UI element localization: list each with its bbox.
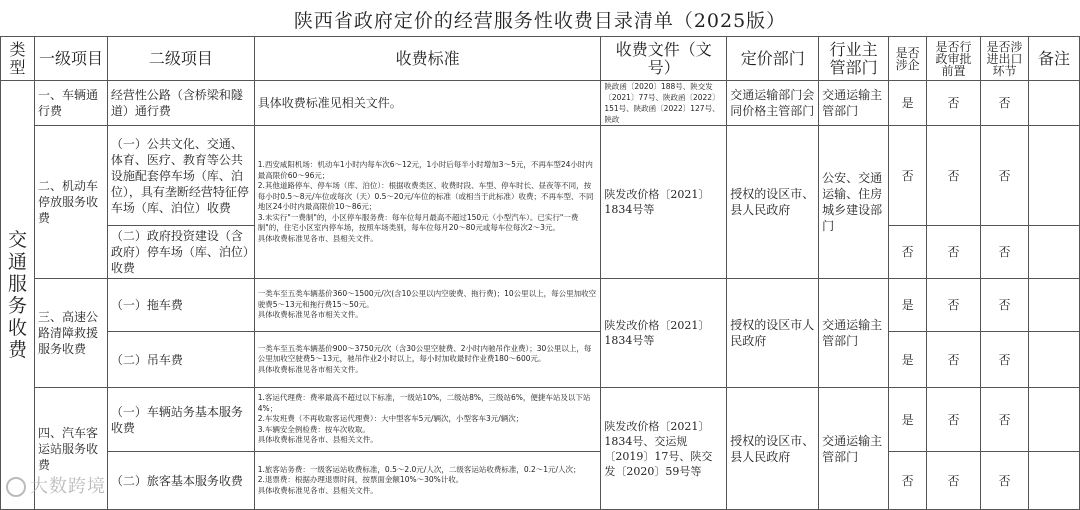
table-row [1, 388, 1080, 452]
is-import: 否 [981, 332, 1029, 388]
industry-dept: 交通运输主管部门 [819, 388, 889, 510]
pricing-dept: 交通运输部门会同价格主管部门 [727, 81, 819, 126]
header-remark: 备注 [1028, 37, 1079, 81]
remark-cell [1028, 332, 1079, 388]
fee-document: 陕发改价格〔2021〕1834号等 [601, 126, 727, 279]
level1-item: 二、机动车停放服务收费 [34, 126, 107, 279]
remark-cell [1028, 226, 1079, 279]
is-approval: 否 [927, 81, 981, 126]
is-approval: 否 [927, 279, 981, 332]
is-enterprise: 否 [889, 452, 927, 510]
industry-dept: 公安、交通运输、住房城乡建设部门 [819, 126, 889, 279]
header-doc: 收费文件（文号） [601, 37, 727, 81]
fee-document: 陕发改价格〔2021〕1834号等 [601, 279, 727, 388]
level2-item: （二）政府投资建设（含政府）停车场（库、泊位）收费 [107, 226, 254, 279]
remark-cell [1028, 126, 1079, 226]
header-type: 类型 [1, 37, 35, 81]
industry-dept: 交通运输主管部门 [819, 279, 889, 388]
header-level2: 二级项目 [107, 37, 254, 81]
is-import: 否 [981, 226, 1029, 279]
header-dept: 定价部门 [727, 37, 819, 81]
header-enterprise: 是否涉企 [889, 37, 927, 81]
level2-item: 经营性公路（含桥梁和隧道）通行费 [107, 81, 254, 126]
fee-standard: 1.西安咸阳机场：机动车1小时内每车次6～12元，1小时后每半小时增加3～5元，不再车型24小时内最高限价60～96元； 2.其他道路停车、停车场（库、泊位）：根据收费类区、收费时段、车型、停车时长、昼夜等不同，按每小时0.5～8元/车位或每次（天）0.5～20元/车位的标准（或相当于此标准）收费；不再车型、不同地区24小时内最高限价10～86元； 3.未实行"一费制"的，小区停车服务费：每车位每月最高不超过150元（小型汽车）。已实行"一费制"的，住宅小区室内停车场，按照车场类别，每车位每月20～80元或每车位每次2～3元。 具体收费标准见各市、县相关文件。 [254, 126, 601, 279]
category-cell: 交通服务收费 [1, 81, 35, 510]
is-import: 否 [981, 279, 1029, 332]
pricing-dept: 授权的设区市、县人民政府 [727, 388, 819, 510]
header-standard: 收费标准 [254, 37, 601, 81]
header-approval: 是否行政审批前置 [927, 37, 981, 81]
is-enterprise: 是 [889, 388, 927, 452]
fee-standard: 一类车至五类车辆基价360～1500元/次(含10公里以内空驶费、拖行费)；10公里以上，每公里加收空驶费5～13元和拖行费15～50元。 具体收费标准见各市相关文件。 [254, 279, 601, 332]
remark-cell [1028, 388, 1079, 452]
table-row [1, 452, 1080, 510]
is-enterprise: 是 [889, 81, 927, 126]
watermark [6, 472, 106, 498]
fee-standard: 1.客运代理费：费率最高不超过以下标准，一级站10%，二级站8%，三级站6%，便捷车站及以下站4%； 2.车发班费（不再收取客运代理费）：大中型客车5元/辆次，小型客车3元/辆次； 3.车辆安全例检费：按车次收取。 具体收费标准见各市、县相关文件。 [254, 388, 601, 452]
level2-item: （一）公共文化、交通、体育、医疗、教育等公共设施配套停车场（库、泊位），具有垄断经营特征停车场（库、泊位）收费 [107, 126, 254, 226]
fee-document: 陕政函〔2020〕188号、陕交发〔2021〕77号、陕政函〔2022〕151号、陕政函〔2022〕127号、陕政 [601, 81, 727, 126]
level2-item: （一）拖车费 [107, 279, 254, 332]
level1-item: 一、车辆通行费 [34, 81, 107, 126]
is-import: 否 [981, 452, 1029, 510]
remark-cell [1028, 81, 1079, 126]
industry-dept: 交通运输主管部门 [819, 81, 889, 126]
is-approval: 否 [927, 126, 981, 226]
is-enterprise: 否 [889, 126, 927, 226]
header-level1: 一级项目 [34, 37, 107, 81]
header-row [1, 37, 1080, 81]
is-approval: 否 [927, 332, 981, 388]
level1-item: 四、汽车客运站服务收费 [34, 388, 107, 510]
header-import: 是否涉进出口环节 [981, 37, 1029, 81]
page-title: 陕西省政府定价的经营服务性收费目录清单（2025版） [293, 10, 787, 32]
remark-cell [1028, 279, 1079, 332]
is-import: 否 [981, 81, 1029, 126]
fee-standard: 具体收费标准见相关文件。 [254, 81, 601, 126]
fee-document: 陕发改价格〔2021〕1834号、交运规〔2019〕17号、陕交发〔2020〕59号等 [601, 388, 727, 510]
is-enterprise: 是 [889, 332, 927, 388]
level2-item: （二）旅客基本服务收费 [107, 452, 254, 510]
fee-catalog-table [0, 36, 1080, 510]
remark-cell [1028, 452, 1079, 510]
is-enterprise: 否 [889, 226, 927, 279]
level2-item: （二）吊车费 [107, 332, 254, 388]
table-row [1, 279, 1080, 332]
is-approval: 否 [927, 226, 981, 279]
table-row [1, 81, 1080, 126]
level1-item: 三、高速公路清障救援服务收费 [34, 279, 107, 388]
fee-standard: 一类车至五类车辆基价900～3750元/次（含30公里空驶费、2小时内驰吊作业费）；30公里以上，每公里加收空驶费5～13元，驰吊作业2小时以上，每小时加收最时作业费180～600元。 具体收费标准见各市相关文件。 [254, 332, 601, 388]
fee-standard: 1.旅客站务费：一级客运站收费标准，0.5～2.0元/人次，二级客运站收费标准，0.2～1元/人次； 2.退票费：根据办理退票时间，按票面金额10%～30%计收。 具体收费标准见各市、县相关文件。 [254, 452, 601, 510]
level2-item: （一）车辆站务基本服务收费 [107, 388, 254, 452]
is-approval: 否 [927, 388, 981, 452]
table-row [1, 332, 1080, 388]
table-row [1, 126, 1080, 226]
is-import: 否 [981, 388, 1029, 452]
is-enterprise: 是 [889, 279, 927, 332]
is-import: 否 [981, 126, 1029, 226]
pricing-dept: 授权的设区市人民政府 [727, 279, 819, 388]
is-approval: 否 [927, 452, 981, 510]
pricing-dept: 授权的设区市、县人民政府 [727, 126, 819, 279]
header-industry: 行业主管部门 [819, 37, 889, 81]
watermark-logo-icon [6, 477, 26, 497]
watermark-text: 大数跨境 [30, 476, 106, 497]
